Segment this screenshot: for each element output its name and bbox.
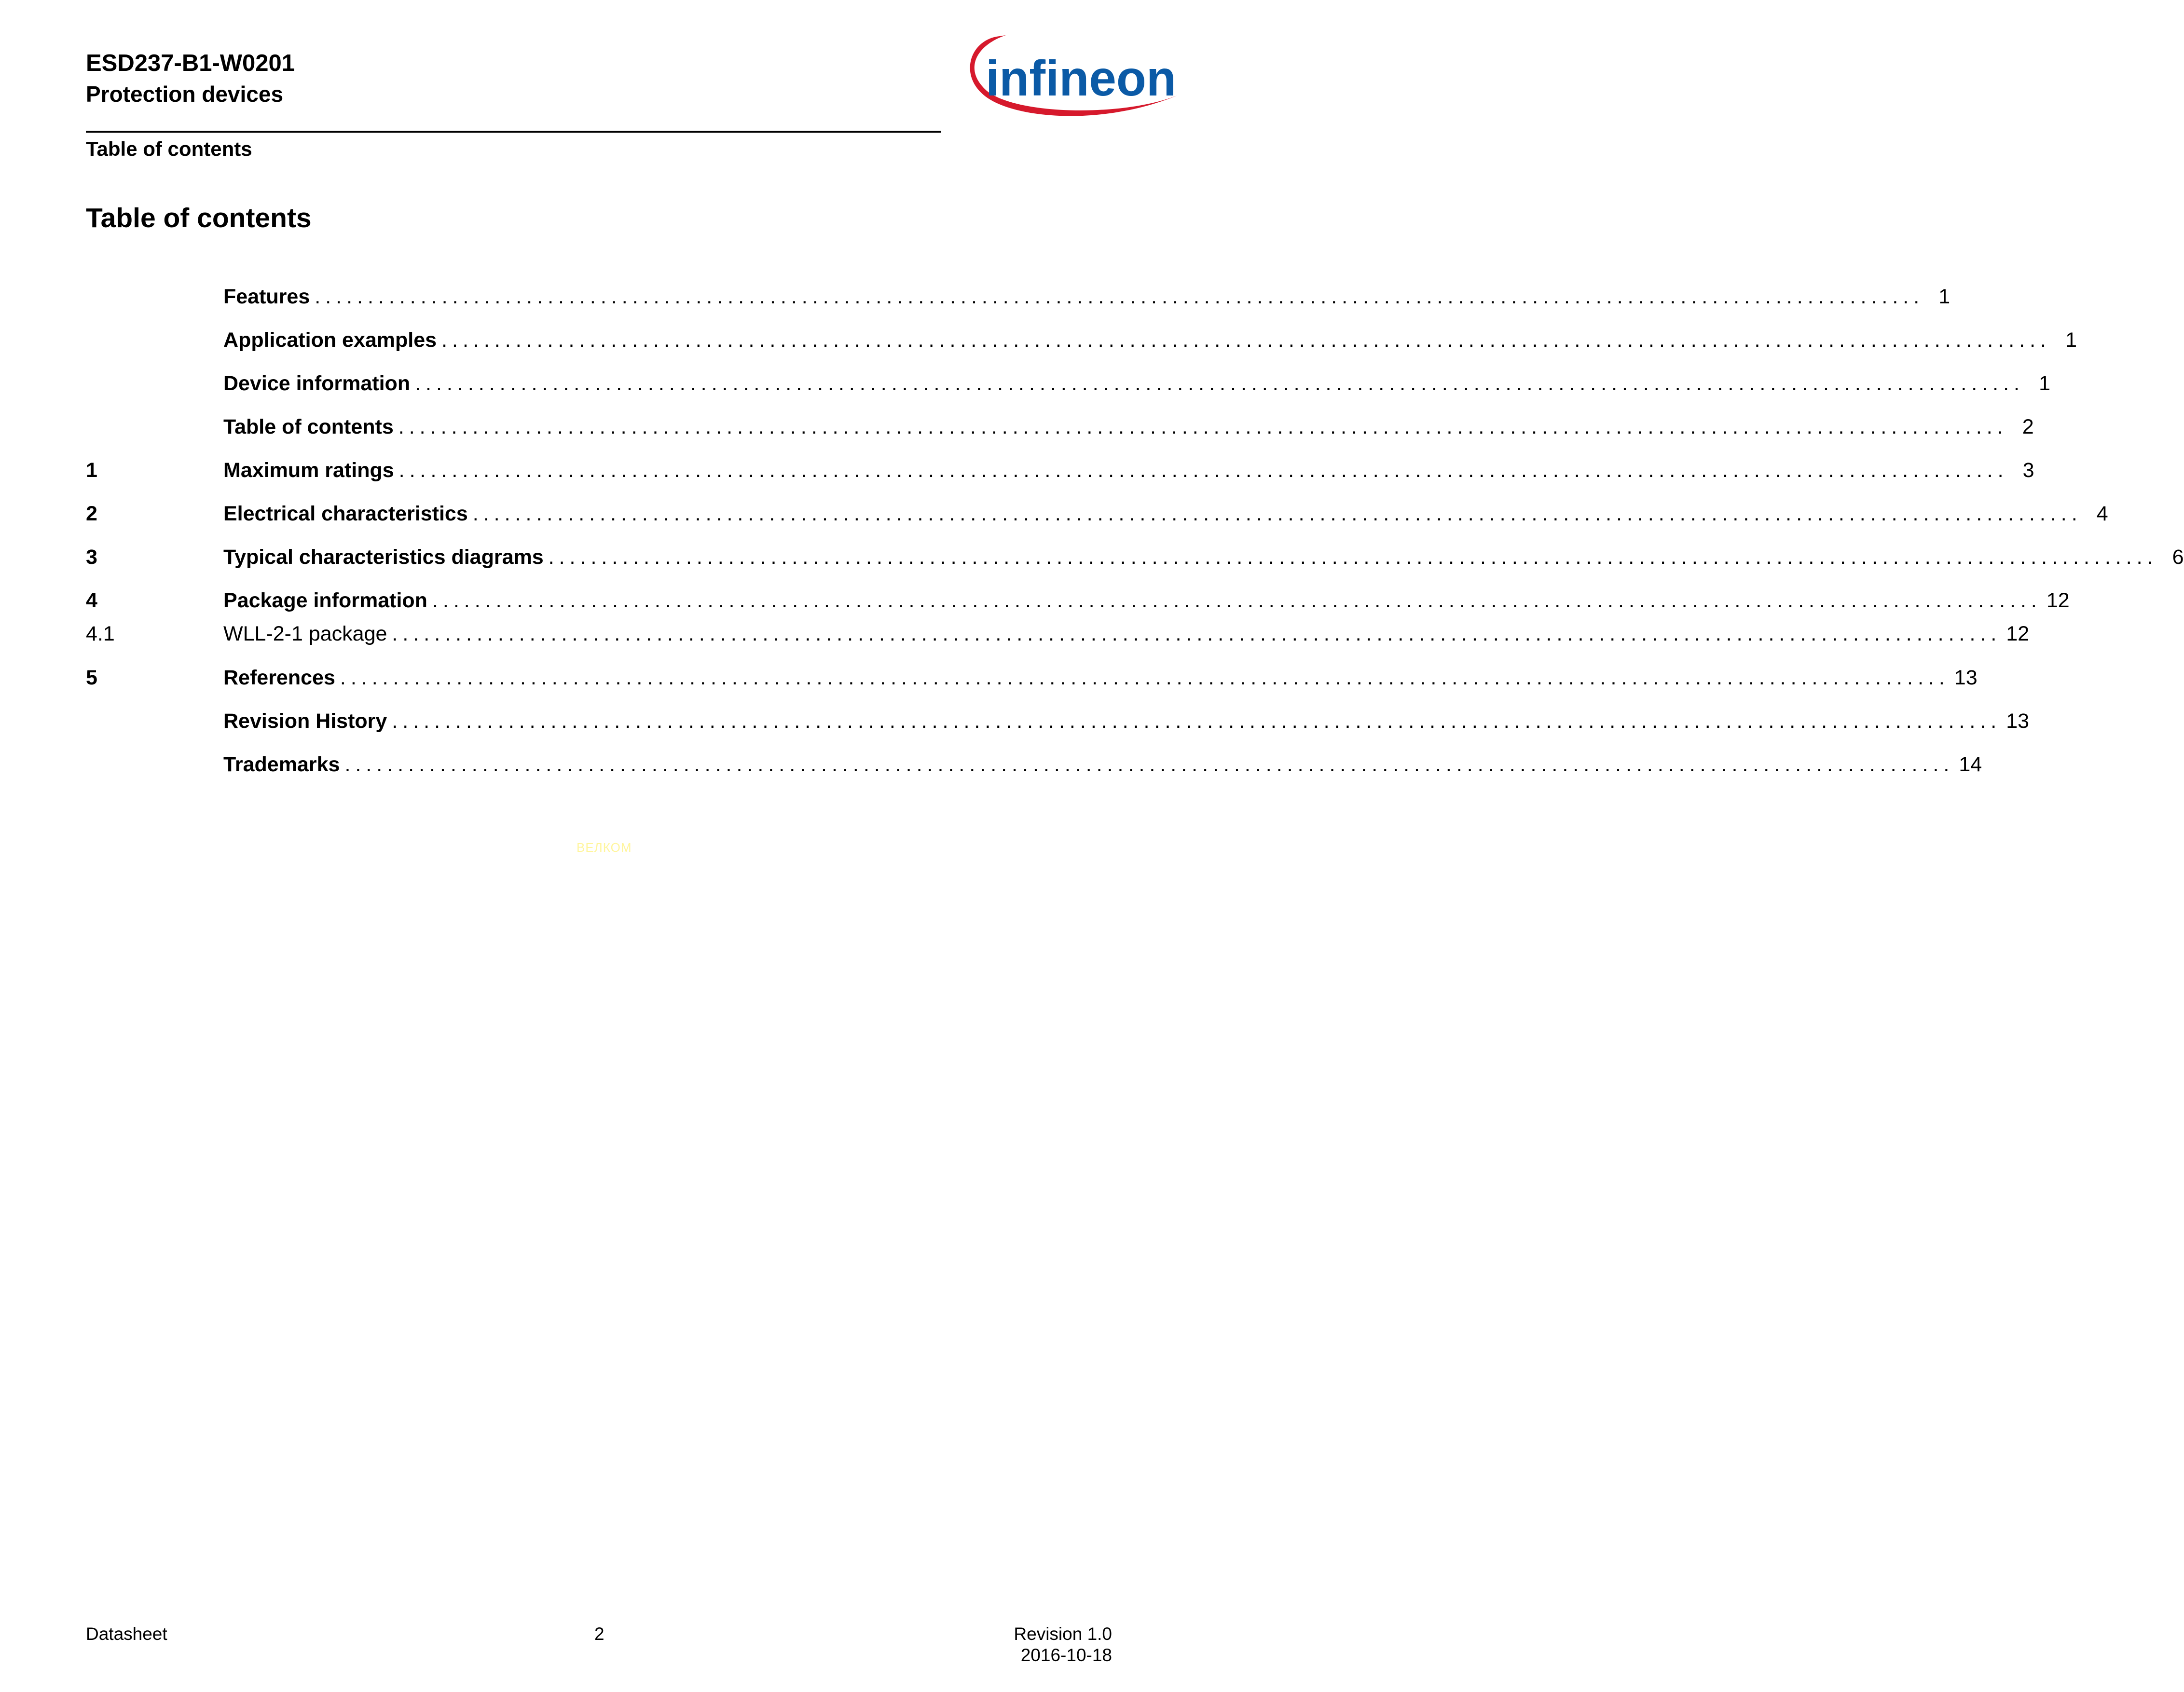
footer-doc-type: Datasheet — [86, 1624, 167, 1644]
toc-label: Table of contents — [223, 415, 394, 438]
toc-label: Features — [223, 285, 310, 308]
toc-label: Typical characteristics diagrams — [223, 546, 544, 569]
toc-leader: ........................................................................................................................................................ — [472, 502, 2082, 525]
toc-label: Revision History — [223, 710, 387, 733]
page-heading: Table of contents — [86, 203, 312, 233]
toc-page: 13 — [2006, 710, 2030, 733]
toc-leader: ........................................................................................................................................................ — [548, 546, 2158, 569]
toc-number: 1 — [86, 459, 97, 482]
toc-label: Maximum ratings — [223, 459, 394, 482]
toc-leader: ........................................................................................................................................................ — [344, 753, 1954, 776]
toc-number: 5 — [86, 666, 97, 689]
toc-leader: ........................................................................................................................................................ — [392, 622, 2002, 645]
toc-entry-table-of-contents[interactable] — [86, 412, 2034, 441]
footer-date: 2016-10-18 — [1020, 1645, 1112, 1665]
toc-leader: ........................................................................................................................................................ — [340, 666, 1950, 689]
toc-label: WLL-2-1 package — [223, 622, 387, 645]
toc-leader: ........................................................................................................................................................ — [315, 285, 1924, 308]
toc-leader: ........................................................................................................................................................ — [398, 459, 2008, 482]
toc-entry-maximum-ratings[interactable] — [86, 456, 2034, 485]
logo-text: infineon — [986, 51, 1176, 107]
running-section-title: Table of contents — [86, 137, 252, 160]
toc-label: Trademarks — [223, 753, 340, 776]
toc-entry-package-information[interactable] — [86, 586, 2070, 615]
toc-page: 2 — [2022, 415, 2034, 438]
toc-leader: ........................................................................................................................................................ — [441, 328, 2051, 352]
toc-leader: ........................................................................................................................................................ — [432, 589, 2042, 612]
toc-number: 4.1 — [86, 622, 115, 645]
toc-leader: ........................................................................................................................................................ — [415, 372, 2025, 395]
toc-label: Application examples — [223, 328, 437, 352]
toc-leader: ........................................................................................................................................................ — [398, 415, 2008, 438]
toc-label: Electrical characteristics — [223, 502, 468, 525]
toc-entry-features[interactable] — [86, 282, 1950, 311]
toc-leader: ........................................................................................................................................................ — [392, 710, 2002, 733]
toc-number: 2 — [86, 502, 97, 525]
toc-page: 12 — [2046, 589, 2070, 612]
watermark-stamp: ВЕЛКОМ — [577, 840, 632, 855]
toc-entry-application-examples[interactable] — [86, 326, 2077, 355]
toc-entry-trademarks[interactable] — [86, 750, 1982, 779]
toc-page: 1 — [1938, 285, 1950, 308]
toc-page: 14 — [1959, 753, 1982, 776]
toc-label: Package information — [223, 589, 427, 612]
footer-revision: Revision 1.0 — [1014, 1624, 1112, 1644]
toc-page: 1 — [2039, 372, 2051, 395]
toc-page: 4 — [2096, 502, 2108, 525]
toc-entry-electrical-characteristics[interactable] — [86, 499, 2108, 528]
toc-label: References — [223, 666, 335, 689]
toc-page: 13 — [1954, 666, 1978, 689]
infineon-logo — [962, 23, 1180, 123]
toc-number: 3 — [86, 546, 97, 569]
toc-entry-device-information[interactable] — [86, 369, 2051, 398]
toc-page: 3 — [2022, 459, 2034, 482]
toc-entry-references[interactable] — [86, 663, 1978, 692]
toc-entry-typical-characteristics[interactable] — [86, 543, 2184, 572]
footer-revision-block — [1014, 1624, 1112, 1666]
document-title: ESD237-B1-W0201 — [86, 50, 295, 76]
header-rule — [86, 131, 941, 133]
toc-entry-wll-package[interactable] — [86, 619, 2030, 648]
toc-page: 12 — [2006, 622, 2030, 645]
document-subtitle: Protection devices — [86, 82, 284, 107]
toc-number: 4 — [86, 589, 97, 612]
toc-page: 1 — [2065, 328, 2077, 352]
footer-page-number: 2 — [594, 1624, 604, 1644]
toc-page: 6 — [2172, 546, 2184, 569]
toc-entry-revision-history[interactable] — [86, 707, 2030, 736]
toc-label: Device information — [223, 372, 411, 395]
